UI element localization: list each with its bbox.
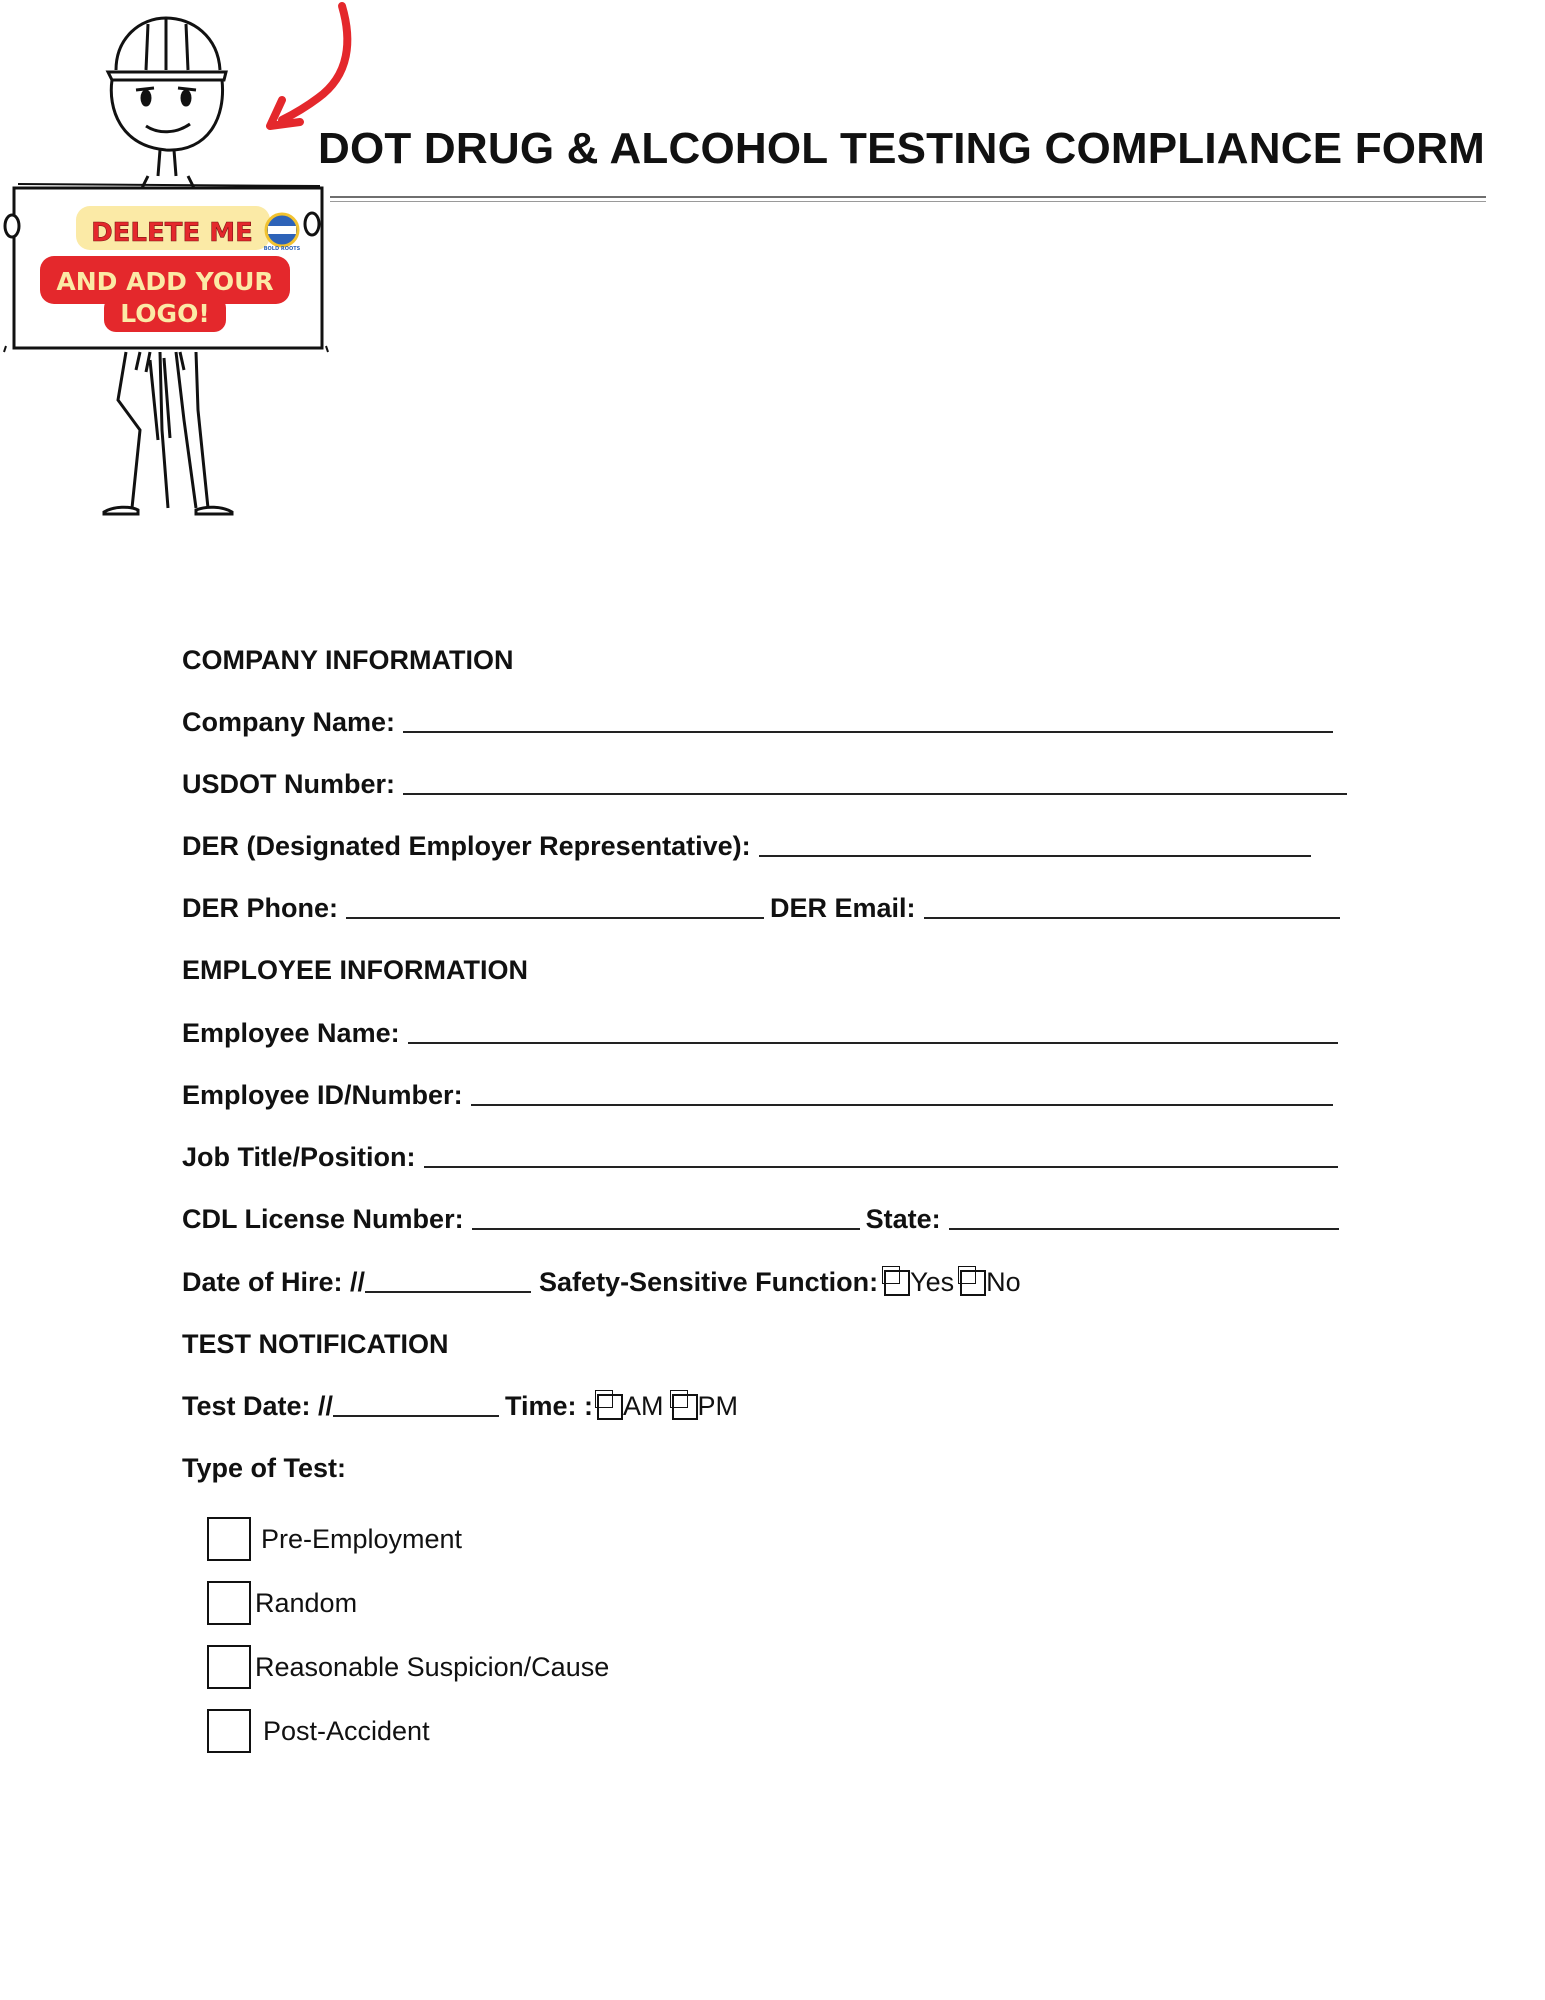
employee-name-field[interactable] xyxy=(408,1042,1338,1044)
employee-heading: EMPLOYEE INFORMATION xyxy=(182,955,529,985)
logo-line-3: LOGO! xyxy=(120,299,210,328)
reasonable-suspicion-label: Reasonable Suspicion/Cause xyxy=(255,1651,610,1682)
employee-name-label: Employee Name: xyxy=(182,1018,400,1048)
der-phone-label: DER Phone: xyxy=(182,893,339,923)
random-label: Random xyxy=(255,1587,358,1618)
hard-hat-icon xyxy=(108,18,226,80)
page-title: DOT DRUG & ALCOHOL TESTING COMPLIANCE FORM xyxy=(318,124,1486,173)
employee-id-label: Employee ID/Number: xyxy=(182,1080,463,1110)
der-email-label: DER Email: xyxy=(770,893,916,923)
am-label: AM xyxy=(623,1391,664,1421)
company-name-field[interactable] xyxy=(403,731,1333,733)
job-title-row xyxy=(182,1133,1338,1173)
cdl-row xyxy=(182,1195,1339,1235)
der-email-field[interactable] xyxy=(924,917,1340,919)
state-label: State: xyxy=(865,1204,941,1234)
company-name-label: Company Name: xyxy=(182,707,396,737)
date-of-hire-label: Date of Hire: // xyxy=(182,1267,366,1297)
safety-sensitive-label: Safety-Sensitive Function: xyxy=(539,1267,879,1297)
section-heading-employee xyxy=(182,946,528,986)
ssf-yes-label: Yes xyxy=(910,1267,955,1297)
der-contact-row xyxy=(182,884,1340,924)
test-date-label: Test Date: // xyxy=(182,1391,334,1421)
date-of-hire-field[interactable] xyxy=(365,1291,531,1293)
job-title-label: Job Title/Position: xyxy=(182,1142,416,1172)
ssf-no-label: No xyxy=(986,1267,1021,1297)
test-type-random[interactable] xyxy=(207,1580,357,1626)
random-checkbox[interactable] xyxy=(207,1581,251,1625)
cdl-field[interactable] xyxy=(472,1228,860,1230)
notification-heading: TEST NOTIFICATION xyxy=(182,1329,449,1359)
section-heading-company xyxy=(182,636,514,676)
test-date-row xyxy=(182,1382,738,1422)
usdot-number-label: USDOT Number: xyxy=(182,769,396,799)
logo-placeholder-sign xyxy=(4,184,328,352)
company-name-row xyxy=(182,698,1333,738)
hire-row xyxy=(182,1258,1021,1298)
der-phone-field[interactable] xyxy=(346,917,764,919)
type-of-test-label: Type of Test: xyxy=(182,1453,347,1483)
job-title-field[interactable] xyxy=(424,1166,1338,1168)
section-heading-notification xyxy=(182,1320,448,1360)
badge-text: BOLD ROOTS xyxy=(263,246,301,252)
badge-icon xyxy=(266,214,298,246)
am-checkbox[interactable] xyxy=(597,1394,623,1420)
pm-label: PM xyxy=(697,1391,739,1421)
test-type-pre-employment[interactable] xyxy=(207,1516,462,1562)
der-label: DER (Designated Employer Representative): xyxy=(182,831,751,861)
face-icon xyxy=(111,80,222,150)
der-row xyxy=(182,822,1311,862)
test-time-label: Time: : xyxy=(505,1391,594,1421)
cdl-label: CDL License Number: xyxy=(182,1204,464,1234)
reasonable-suspicion-checkbox[interactable] xyxy=(207,1645,251,1689)
test-type-post-accident[interactable] xyxy=(207,1708,430,1754)
employee-id-row xyxy=(182,1071,1333,1111)
employee-id-field[interactable] xyxy=(471,1104,1333,1106)
der-field[interactable] xyxy=(759,855,1311,857)
ssf-yes-checkbox[interactable] xyxy=(884,1270,910,1296)
employee-name-row xyxy=(182,1009,1338,1049)
title-divider xyxy=(330,196,1486,198)
post-accident-label: Post-Accident xyxy=(263,1715,430,1746)
logo-line-2: AND ADD YOUR xyxy=(56,267,274,296)
construction-worker-mascot-illustration xyxy=(0,0,360,540)
logo-line-1: DELETE ME xyxy=(91,218,253,248)
red-arrow-icon xyxy=(282,6,347,120)
test-type-reasonable-suspicion[interactable] xyxy=(207,1644,609,1690)
type-of-test-row xyxy=(182,1444,346,1484)
test-date-field[interactable] xyxy=(333,1415,499,1417)
pre-employment-checkbox[interactable] xyxy=(207,1517,251,1561)
post-accident-checkbox[interactable] xyxy=(207,1709,251,1753)
usdot-number-row xyxy=(182,760,1347,800)
pre-employment-label: Pre-Employment xyxy=(261,1523,463,1554)
title-divider-thin xyxy=(330,201,1486,202)
ssf-no-checkbox[interactable] xyxy=(960,1270,986,1296)
state-field[interactable] xyxy=(949,1228,1339,1230)
pm-checkbox[interactable] xyxy=(672,1394,698,1420)
usdot-number-field[interactable] xyxy=(403,793,1347,795)
company-heading: COMPANY INFORMATION xyxy=(182,645,514,675)
